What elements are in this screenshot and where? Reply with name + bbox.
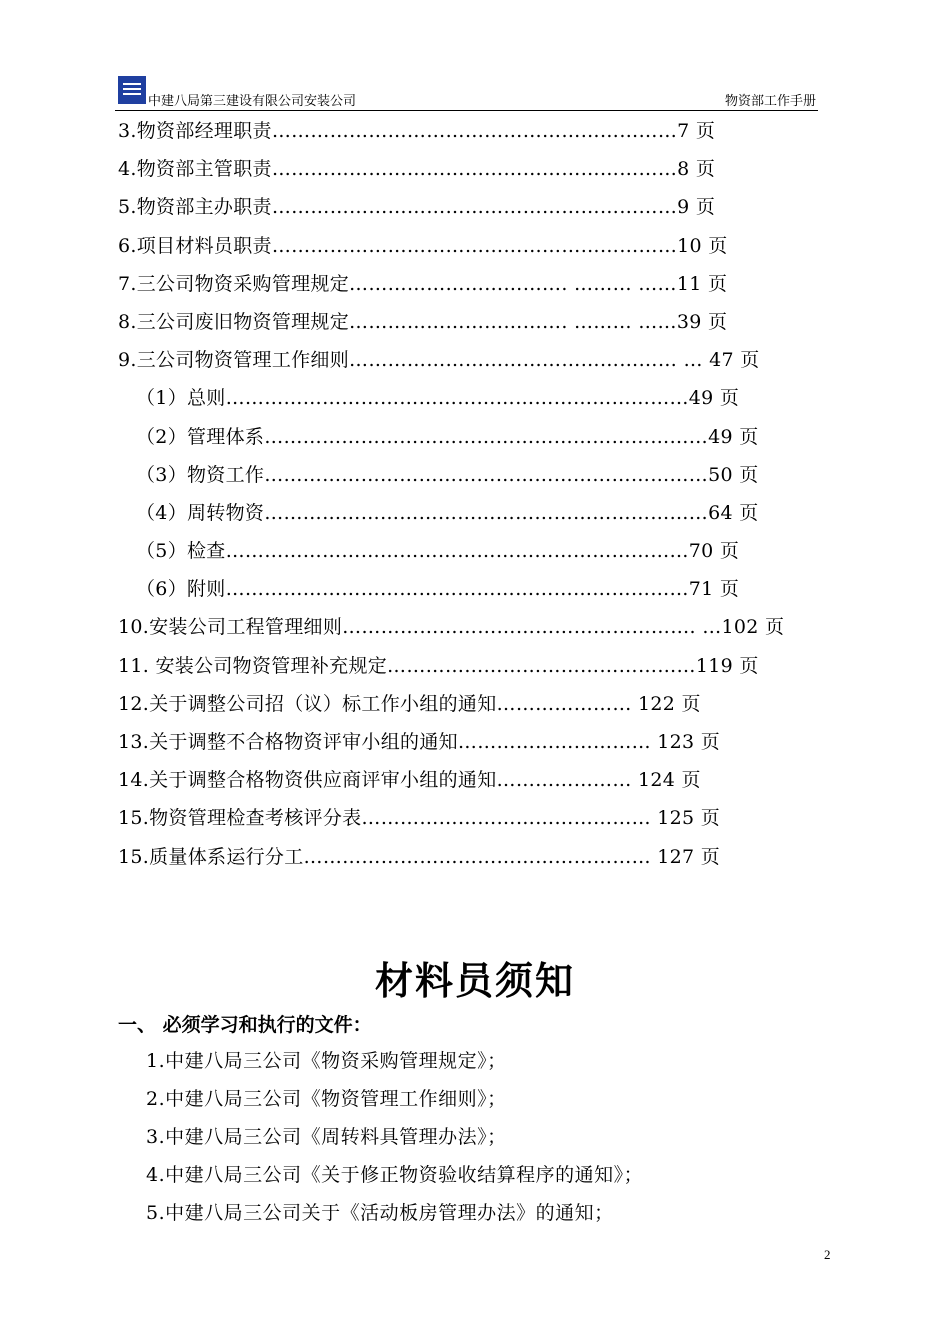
page-title: 材料员须知 (374, 959, 575, 1003)
required-documents-list (146, 1042, 643, 1232)
document-item: 5.中建八局三公司关于《活动板房管理办法》的通知； (146, 1202, 614, 1224)
toc-entry: （6）附则………………………………………………………………71 页 (136, 578, 740, 601)
toc-entry: 11. 安装公司物资管理补充规定…………………………………………119 页 (118, 654, 759, 677)
toc-entry: 4.物资部主管职责………………………………………………………8 页 (118, 158, 716, 181)
toc-entry: 15.物资管理检查考核评分表……………………………………… 125 页 (118, 807, 721, 830)
toc-entry: 12.关于调整公司招（议）标工作小组的通知………………… 122 页 (118, 692, 701, 715)
toc-entry: （5）检查………………………………………………………………70 页 (136, 540, 740, 563)
document-item: 3.中建八局三公司《周转料具管理办法》； (146, 1126, 507, 1148)
page-header (115, 72, 818, 111)
toc-entry: 10.安装公司工程管理细则………………………………………………. …102 页 (118, 616, 785, 639)
toc-entry: 14.关于调整合格物资供应商评审小组的通知………………… 124 页 (118, 769, 701, 792)
toc-entry: （1）总则………………………………………………………………49 页 (136, 387, 740, 410)
cscec-logo-icon (118, 76, 146, 104)
toc-entry: （2）管理体系……………………………………………………………49 页 (136, 425, 759, 448)
toc-entry: 9.三公司物资管理工作细则…………………………………………… … 47 页 (118, 349, 760, 372)
toc-entry: 6.项目材料员职责………………………………………………………10 页 (118, 234, 728, 257)
table-of-contents (118, 112, 818, 876)
toc-entry: 5.物资部主办职责………………………………………………………9 页 (118, 196, 716, 219)
toc-entry: 3.物资部经理职责………………………………………………………7 页 (118, 120, 716, 142)
toc-entry: 7.三公司物资采购管理规定……………………………. ……… ……11 页 (118, 272, 728, 295)
company-name: 中建八局第三建设有限公司安装公司 (148, 94, 357, 109)
toc-entry: 15.质量体系运行分工……………………………………………… 127 页 (118, 845, 721, 868)
section-heading: 一、 必须学习和执行的文件： (118, 1014, 372, 1036)
toc-entry: 8.三公司废旧物资管理规定……………………………. ……… ……39 页 (118, 310, 728, 333)
toc-entry: 13.关于调整不合格物资评审小组的通知………………………… 123 页 (118, 731, 721, 753)
document-item: 1.中建八局三公司《物资采购管理规定》； (146, 1050, 507, 1072)
document-item: 4.中建八局三公司《关于修正物资验收结算程序的通知》； (146, 1164, 644, 1186)
manual-title: 物资部工作手册 (724, 94, 816, 109)
toc-entry: （3）物资工作……………………………………………………………50 页 (136, 463, 759, 486)
page-number: 2 (824, 1247, 831, 1262)
document-item: 2.中建八局三公司《物资管理工作细则》； (146, 1088, 507, 1110)
toc-entry: （4）周转物资……………………………………………………………64 页 (136, 501, 759, 524)
